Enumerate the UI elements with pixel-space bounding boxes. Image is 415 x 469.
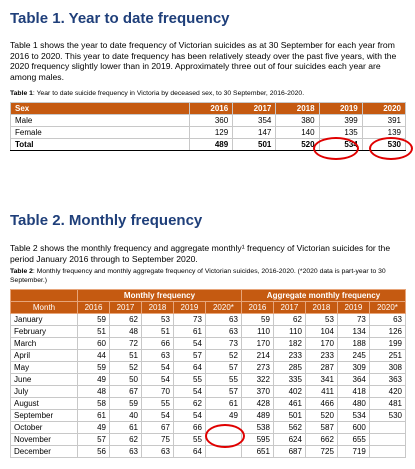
table-cell: 63 [369,314,405,326]
table-cell: 134 [337,326,369,338]
table2-header-row [11,302,406,314]
table-cell: 57 [205,386,241,398]
table-cell: 53 [141,314,173,326]
table1-header-cell: Sex [11,103,190,115]
table-cell: 40 [109,410,141,422]
table-cell: 530 [369,410,405,422]
table1-header-cell: 2019 [319,103,362,115]
table2-header-cell: 2017 [109,302,141,314]
table-cell: 62 [109,434,141,446]
table-cell: 48 [78,386,110,398]
table-cell: 170 [305,338,337,350]
table-cell: 251 [369,350,405,362]
table-cell: 72 [109,338,141,350]
row-label: October [11,422,78,434]
table-cell: 520 [276,139,319,151]
row-label: September [11,410,78,422]
table-cell: 199 [369,338,405,350]
table-cell: 57 [205,362,241,374]
table2-heading: Table 2. Monthly frequency [10,212,203,229]
table-cell: 562 [273,422,305,434]
table-row [11,338,406,350]
table-cell: 587 [305,422,337,434]
table-cell: 66 [141,338,173,350]
table-cell: 538 [241,422,273,434]
row-label: August [11,398,78,410]
table-cell: 461 [273,398,305,410]
table-cell: 57 [173,350,205,362]
table-cell: 285 [273,362,305,374]
row-label: May [11,362,78,374]
table1-header-cell: 2018 [276,103,319,115]
table-cell: 651 [241,446,273,458]
table1-header-row [11,103,406,115]
table-cell: 51 [141,326,173,338]
table-cell: 147 [233,127,276,139]
table-cell: 55 [141,398,173,410]
table-cell: 139 [362,127,405,139]
aggregate-frequency-group: Aggregate monthly frequency [241,290,405,302]
table-cell: 62 [109,314,141,326]
monthly-frequency-group: Monthly frequency [78,290,242,302]
table-cell: 309 [337,362,369,374]
table-cell: 54 [173,410,205,422]
table-cell: 489 [190,139,233,151]
highlight-circle-september-2020 [205,424,245,448]
table-row [11,362,406,374]
table-row [11,326,406,338]
table-cell: 662 [305,434,337,446]
table-row [11,386,406,398]
table-cell: 481 [369,398,405,410]
table-cell: 62 [273,314,305,326]
table-cell: 364 [337,374,369,386]
table-cell: 273 [241,362,273,374]
table-cell: 624 [273,434,305,446]
table2-group-blank [11,290,78,302]
table-row [11,350,406,362]
table-cell: 75 [141,434,173,446]
table-cell: 63 [205,314,241,326]
table-cell: 50 [109,374,141,386]
table-cell: 59 [78,314,110,326]
table-cell: 129 [190,127,233,139]
table-cell: 188 [337,338,369,350]
table-cell: 64 [173,362,205,374]
table-row [11,410,406,422]
table-row [11,115,406,127]
table-cell: 322 [241,374,273,386]
table2-header-cell: 2018 [141,302,173,314]
highlight-circle-2020-total [369,137,413,160]
table-cell: 363 [369,374,405,386]
table-cell: 233 [305,350,337,362]
table-row [11,398,406,410]
table-cell: 287 [305,362,337,374]
table-cell: 399 [319,115,362,127]
table-cell: 233 [273,350,305,362]
table1-caption [10,90,406,99]
row-label: January [11,314,78,326]
table-cell: 52 [109,362,141,374]
table1-caption-text: : Year to date suicide frequency in Victoria by deceased sex, to 30 September, 2016-2020. [32,90,305,97]
row-label: June [11,374,78,386]
table-cell: 63 [109,446,141,458]
table-cell: 104 [305,326,337,338]
table-cell: 480 [337,398,369,410]
table-cell: 54 [141,374,173,386]
table-cell: 53 [305,314,337,326]
table-cell: 420 [369,386,405,398]
table-row [11,127,406,139]
table-cell: 61 [205,398,241,410]
table-row [11,374,406,386]
table-cell: 61 [109,422,141,434]
table-cell: 48 [109,326,141,338]
table-cell: 58 [78,398,110,410]
table-cell: 54 [173,338,205,350]
table-cell: 341 [305,374,337,386]
table-cell: 70 [141,386,173,398]
table-cell: 66 [173,422,205,434]
table-cell: 110 [241,326,273,338]
table-cell: 67 [109,386,141,398]
table-cell: 245 [337,350,369,362]
table-cell [369,422,405,434]
table-cell: 63 [141,446,173,458]
table-cell: 49 [205,410,241,422]
table2-header-cell: 2019 [173,302,205,314]
table-cell: 54 [173,386,205,398]
table2-group-row [11,290,406,302]
row-label: April [11,350,78,362]
table-cell: 59 [109,398,141,410]
table-cell: 725 [305,446,337,458]
table-cell: 126 [369,326,405,338]
table-cell: 489 [241,410,273,422]
table-cell [369,446,405,458]
table-cell: 719 [337,446,369,458]
table1-intro: Table 1 shows the year to date frequency of Victorian suicides as at 30 September for each year from 2016 to 2020. This year to date frequency has been relatively steady over the past five years, with the 2020 frequency slightly lower than in 2019. Approximately three out of four suicides each year are among males. [10,40,397,82]
table-cell: 57 [78,434,110,446]
table-cell: 360 [190,115,233,127]
table2-header-cell: 2018 [305,302,337,314]
table-cell: 391 [362,115,405,127]
highlight-circle-2019-total [313,137,359,160]
table-cell: 380 [276,115,319,127]
table-cell: 52 [205,350,241,362]
table-row [11,446,406,458]
table-cell: 370 [241,386,273,398]
table-cell: 534 [319,139,362,151]
table-cell: 428 [241,398,273,410]
table2-header-cell: Month [11,302,78,314]
table2-intro: Table 2 shows the monthly frequency and aggregate monthly¹ frequency of Victorian suicides for the period January 2016 through to September 2020. [10,243,391,264]
table-cell: 520 [305,410,337,422]
table-cell: 501 [273,410,305,422]
table-cell: 60 [78,338,110,350]
table-cell: 67 [141,422,173,434]
table-cell: 61 [173,326,205,338]
table-cell: 170 [241,338,273,350]
table2-header-cell: 2020* [369,302,405,314]
row-label: July [11,386,78,398]
table-cell: 49 [78,422,110,434]
table-cell: 182 [273,338,305,350]
table-cell: 59 [78,362,110,374]
table1-header-cell: 2020 [362,103,405,115]
table-cell: 61 [78,410,110,422]
table-cell: 63 [205,326,241,338]
row-label: Total [11,139,190,151]
table2-header-cell: 2016 [241,302,273,314]
table2-caption-text: : Monthly frequency and monthly aggregate frequency of Victorian suicides, 2016-2020. (*2020 data is part-year to 30 September.) [10,268,386,284]
row-label: March [11,338,78,350]
table-cell: 49 [78,374,110,386]
table-cell: 73 [205,338,241,350]
table1-header-cell: 2017 [233,103,276,115]
row-label: November [11,434,78,446]
table-cell: 63 [141,350,173,362]
row-label: February [11,326,78,338]
table2-caption-label: Table 2 [10,268,33,275]
table1-header-cell: 2016 [190,103,233,115]
table-cell: 411 [305,386,337,398]
table-cell: 140 [276,127,319,139]
table-cell: 62 [173,398,205,410]
row-label: Male [11,115,190,127]
table2-header-cell: 2020* [205,302,241,314]
table-cell: 54 [141,410,173,422]
table-cell [369,434,405,446]
table-cell: 687 [273,446,305,458]
table-cell: 214 [241,350,273,362]
table-cell: 54 [141,362,173,374]
table2-header-cell: 2019 [337,302,369,314]
table2-header-cell: 2016 [78,302,110,314]
table-cell: 534 [337,410,369,422]
table-cell: 64 [173,446,205,458]
table-cell: 56 [78,446,110,458]
table1-caption-label: Table 1 [10,90,33,97]
table-cell: 418 [337,386,369,398]
table-cell: 55 [205,374,241,386]
table-cell: 51 [109,350,141,362]
table-cell: 135 [319,127,362,139]
table-cell: 354 [233,115,276,127]
table-cell: 55 [173,434,205,446]
table1-heading: Table 1. Year to date frequency [10,10,230,27]
row-label: December [11,446,78,458]
table-row [11,314,406,326]
table-cell: 530 [362,139,405,151]
table-cell: 59 [241,314,273,326]
table-cell: 55 [173,374,205,386]
table-cell: 402 [273,386,305,398]
table-cell: 501 [233,139,276,151]
table2-header-cell: 2017 [273,302,305,314]
table-cell: 335 [273,374,305,386]
table-cell: 73 [173,314,205,326]
table-cell: 595 [241,434,273,446]
table-cell: 600 [337,422,369,434]
table-cell: 51 [78,326,110,338]
table-cell: 308 [369,362,405,374]
table-cell: 110 [273,326,305,338]
table-cell: 73 [337,314,369,326]
table2-caption [10,268,406,285]
table-cell: 466 [305,398,337,410]
row-label: Female [11,127,190,139]
table-cell: 44 [78,350,110,362]
table-cell: 655 [337,434,369,446]
